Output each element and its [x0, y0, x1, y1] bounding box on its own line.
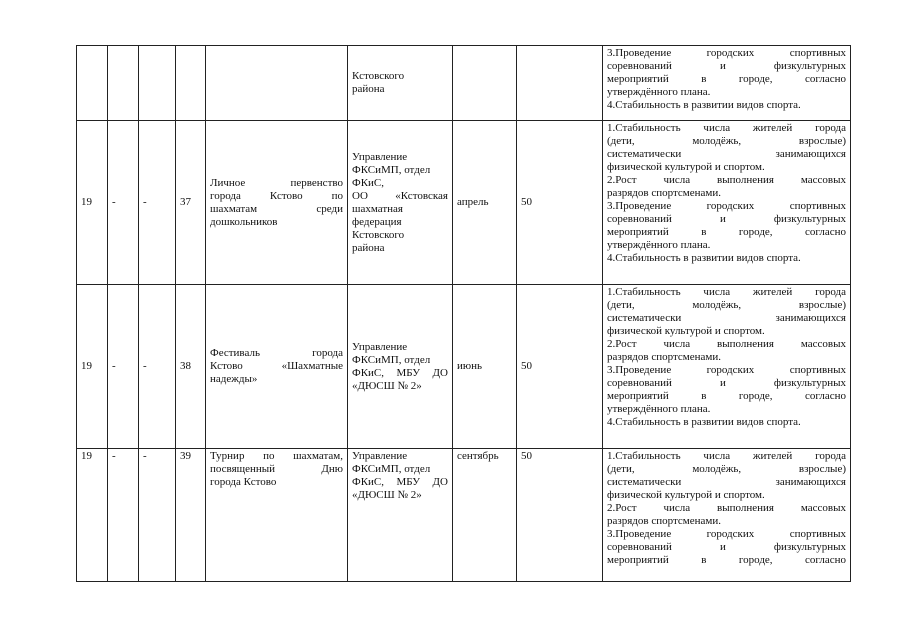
cell-event-name — [206, 285, 348, 449]
result-line: соревнований и физкультурных — [607, 60, 846, 72]
cell-col-3 — [139, 46, 176, 121]
table-row — [77, 121, 851, 285]
result-line: систематически занимающихся — [607, 312, 846, 324]
result-line: 4.Стабильность в развитии видов спорта. — [607, 416, 801, 428]
result-line: физической культурой и спортом. — [607, 161, 765, 173]
cell-event-name — [206, 121, 348, 285]
cell-event-name — [206, 46, 348, 121]
cell-results — [603, 121, 851, 285]
event-name-line: Фестиваль города — [210, 347, 343, 359]
result-line: 1.Стабильность числа жителей города — [607, 286, 846, 298]
organizer-line: ФКиС, — [352, 176, 385, 189]
result-line: 3.Проведение городских спортивных — [607, 47, 846, 59]
organizer-line: шахматная — [352, 202, 403, 215]
organizer-line: ФКСиМП, отдел — [352, 463, 431, 475]
cell-col-2: - — [108, 121, 139, 285]
event-name-line: дошкольников — [210, 215, 278, 228]
cell-results — [603, 46, 851, 121]
events-table — [76, 45, 851, 582]
cell-col-4: 37 — [176, 121, 206, 285]
result-line: 1.Стабильность числа жителей города — [607, 450, 846, 462]
result-line: утверждённого плана. — [607, 86, 711, 98]
cell-col-2: - — [108, 449, 139, 582]
event-name-line: города Кстово — [210, 476, 277, 488]
cell-participants: 50 — [517, 121, 603, 285]
cell-col-2 — [108, 46, 139, 121]
organizer-line: ОО «Кстовская — [352, 189, 448, 202]
event-name-line: посвященный Дню — [210, 463, 343, 475]
cell-participants: 50 — [517, 449, 603, 582]
organizer-line: района — [352, 241, 385, 254]
organizer-line: ФКСиМП, отдел — [352, 163, 431, 176]
cell-col-1: 19 — [77, 285, 108, 449]
cell-col-4: 39 — [176, 449, 206, 582]
result-line: 3.Проведение городских спортивных — [607, 200, 846, 212]
cell-organizer — [348, 285, 453, 449]
cell-organizer — [348, 46, 453, 121]
cell-date: апрель — [453, 121, 517, 285]
cell-organizer — [348, 449, 453, 582]
cell-col-3: - — [139, 449, 176, 582]
result-line: соревнований и физкультурных — [607, 377, 846, 389]
result-line: разрядов спортсменами. — [607, 515, 721, 527]
result-line: систематически занимающихся — [607, 148, 846, 160]
cell-col-1: 19 — [77, 121, 108, 285]
result-line: (дети, молодёжь, взрослые) — [607, 135, 846, 147]
result-line: разрядов спортсменами. — [607, 351, 721, 363]
event-name-line: города Кстово по — [210, 189, 343, 202]
result-line: физической культурой и спортом. — [607, 489, 765, 501]
event-name-line: надежды» — [210, 373, 258, 385]
cell-col-4: 38 — [176, 285, 206, 449]
result-line: (дети, молодёжь, взрослые) — [607, 463, 846, 475]
result-line: 2.Рост числа выполнения массовых — [607, 338, 846, 350]
organizer-line: Управление — [352, 340, 408, 353]
cell-results — [603, 449, 851, 582]
result-line: соревнований и физкультурных — [607, 213, 846, 225]
organizer-line: района — [352, 83, 385, 95]
result-line: систематически занимающихся — [607, 476, 846, 488]
result-line: мероприятий в городе, согласно — [607, 554, 846, 566]
cell-participants — [517, 46, 603, 121]
cell-col-1: 19 — [77, 449, 108, 582]
cell-col-3: - — [139, 121, 176, 285]
result-line: физической культурой и спортом. — [607, 325, 765, 337]
result-line: разрядов спортсменами. — [607, 187, 721, 199]
table-row — [77, 46, 851, 121]
cell-date: сентябрь — [453, 449, 517, 582]
cell-col-3: - — [139, 285, 176, 449]
cell-col-4 — [176, 46, 206, 121]
organizer-line: Кстовского — [352, 228, 405, 241]
organizer-line: Управление — [352, 150, 408, 163]
result-line: (дети, молодёжь, взрослые) — [607, 299, 846, 311]
cell-date — [453, 46, 517, 121]
result-line: мероприятий в городе, согласно — [607, 390, 846, 402]
organizer-line: ФКСиМП, отдел — [352, 353, 431, 366]
organizer-line: ФКиС, МБУ ДО — [352, 366, 448, 379]
cell-organizer — [348, 121, 453, 285]
event-name-line: Кстово «Шахматные — [210, 360, 343, 372]
result-line: мероприятий в городе, согласно — [607, 226, 846, 238]
result-line: 4.Стабильность в развитии видов спорта. — [607, 252, 801, 264]
result-line: соревнований и физкультурных — [607, 541, 846, 553]
result-line: утверждённого плана. — [607, 239, 711, 251]
organizer-line: федерация — [352, 215, 402, 228]
table-row — [77, 449, 851, 582]
organizer-line: «ДЮСШ № 2» — [352, 379, 422, 392]
result-line: 1.Стабильность числа жителей города — [607, 122, 846, 134]
cell-participants: 50 — [517, 285, 603, 449]
result-line: 4.Стабильность в развитии видов спорта. — [607, 99, 801, 111]
cell-event-name — [206, 449, 348, 582]
organizer-line: Кстовского — [352, 70, 405, 82]
result-line: 2.Рост числа выполнения массовых — [607, 502, 846, 514]
result-line: 3.Проведение городских спортивных — [607, 528, 846, 540]
event-name-line: шахматам среди — [210, 202, 343, 215]
result-line: 2.Рост числа выполнения массовых — [607, 174, 846, 186]
table-row — [77, 285, 851, 449]
result-line: утверждённого плана. — [607, 403, 711, 415]
result-line: мероприятий в городе, согласно — [607, 73, 846, 85]
organizer-line: Управление — [352, 450, 408, 462]
organizer-line: «ДЮСШ № 2» — [352, 489, 422, 501]
cell-results — [603, 285, 851, 449]
event-name-line: Турнир по шахматам, — [210, 450, 343, 462]
result-line: 3.Проведение городских спортивных — [607, 364, 846, 376]
cell-date: июнь — [453, 285, 517, 449]
cell-col-1 — [77, 46, 108, 121]
organizer-line: ФКиС, МБУ ДО — [352, 476, 448, 488]
cell-col-2: - — [108, 285, 139, 449]
event-name-line: Личное первенство — [210, 176, 343, 189]
